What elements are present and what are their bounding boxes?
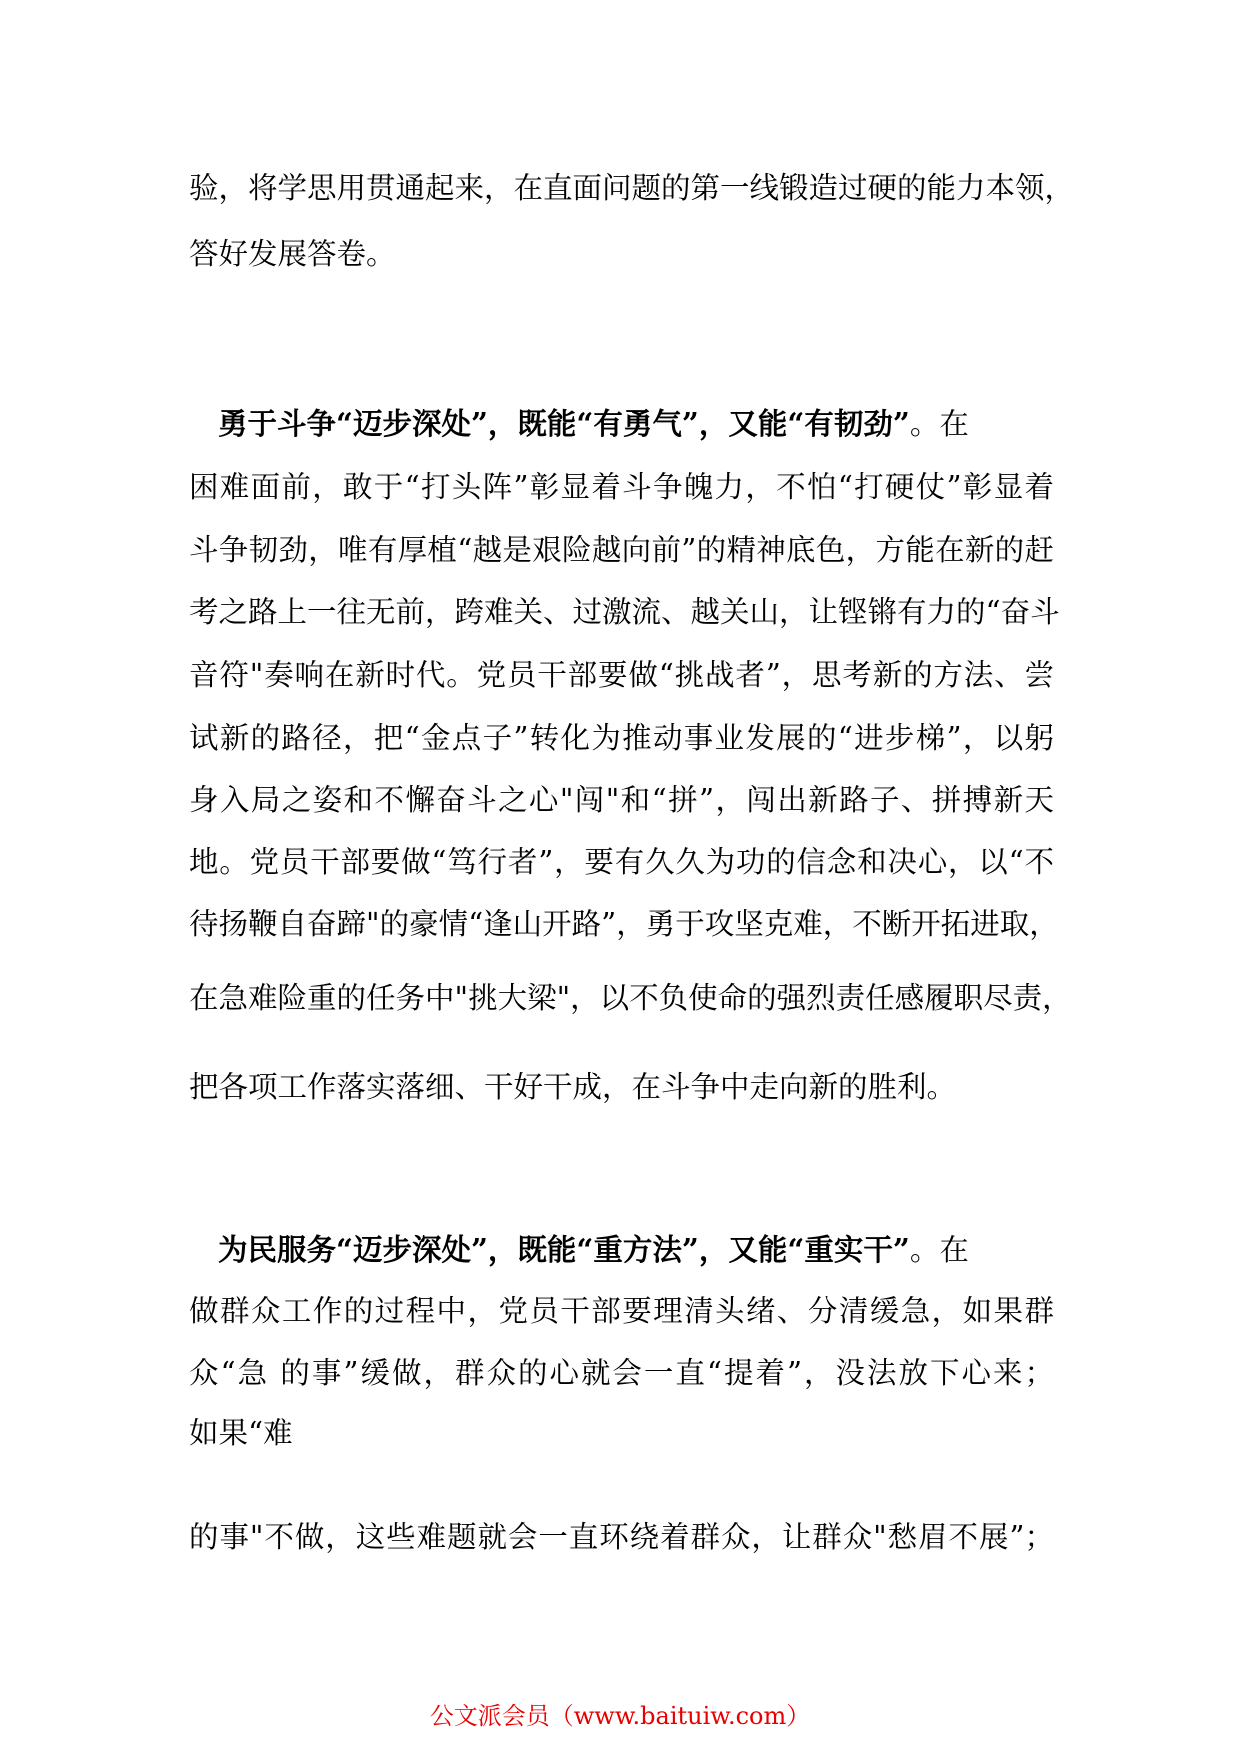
footer-watermark: 公文派会员（www.baituiw.com） — [429, 1702, 811, 1730]
paragraph2-lead-tail: 。在 — [909, 407, 969, 441]
paragraph2-line-2: 斗争韧劲，唯有厚植“越是艰险越向前”的精神底色，方能在新的赶 — [189, 533, 1054, 567]
paragraph2-line-3: 考之路上一往无前，跨难关、过激流、越关山，让铿锵有力的“奋斗 — [189, 595, 1060, 629]
paragraph3-line-4: 的事"不做，这些难题就会一直环绕着群众，让群众"愁眉不展”； — [189, 1520, 1054, 1554]
paragraph3-lead: 为民服务“迈步深处”，既能“重方法”，又能“重实干” — [218, 1232, 910, 1267]
paragraph3-heading-line — [218, 1230, 969, 1270]
paragraph2-line-7: 地。党员干部要做“笃行者”，要有久久为功的信念和决心，以“不 — [189, 845, 1054, 879]
paragraph1-line-1: 验，将学思用贯通起来，在直面问题的第一线锻造过硬的能力本领， — [189, 171, 1075, 205]
paragraph2-lead: 勇于斗争“迈步深处”，既能“有勇气”，又能“有韧劲” — [218, 406, 910, 441]
paragraph2-line-8: 待扬鞭自奋蹄"的豪情“逢山开路”，勇于攻坚克难，不断开拓进取， — [189, 907, 1059, 941]
paragraph3-line-2: 众“急 的事”缓做，群众的心就会一直“提着”，没法放下心来； — [189, 1356, 1054, 1390]
paragraph2-line-6: 身入局之姿和不懈奋斗之心"闯"和“拼”，闯出新路子、拼搏新天 — [189, 783, 1054, 817]
paragraph2-line-4: 音符"奏响在新时代。党员干部要做“挑战者”，思考新的方法、尝 — [189, 658, 1054, 692]
paragraph2-line-5: 试新的路径，把“金点子”转化为推动事业发展的“进步梯”，以躬 — [189, 721, 1054, 755]
paragraph3-line-1: 做群众工作的过程中，党员干部要理清头绪、分清缓急，如果群 — [189, 1294, 1054, 1328]
paragraph1-line-2: 答好发展答卷。 — [189, 237, 396, 271]
paragraph2-line-10: 把各项工作落实落细、干好干成，在斗争中走向新的胜利。 — [189, 1070, 957, 1104]
paragraph2-line-1: 困难面前，敢于“打头阵”彰显着斗争魄力，不怕“打硬仗”彰显着 — [189, 470, 1054, 504]
paragraph3-lead-tail: 。在 — [909, 1233, 969, 1267]
paragraph2-line-9: 在急难险重的任务中"挑大梁"，以不负使命的强烈责任感履职尽责， — [189, 981, 1072, 1015]
paragraph3-line-3: 如果“难 — [189, 1416, 293, 1450]
paragraph2-heading-line — [218, 404, 969, 444]
